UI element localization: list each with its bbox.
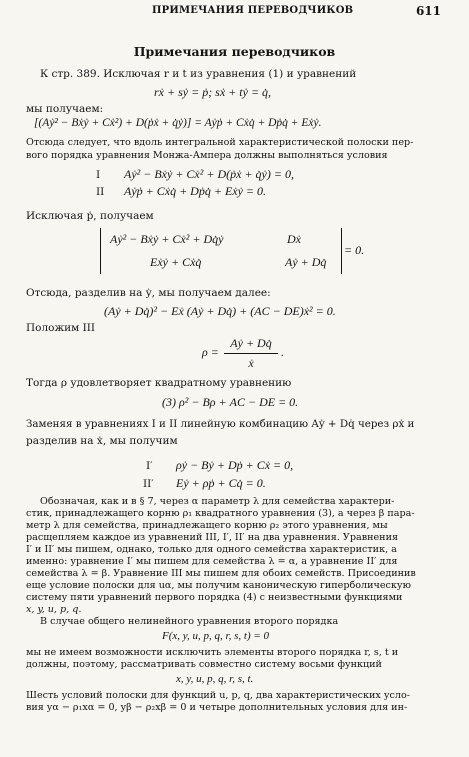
text-line: К стр. 389. Исключая r и t из уравнения (1) и уравнений: [40, 68, 357, 80]
paragraph-line: семейства λ = β. Уравнение III мы пишем для обоих семейств. Присоединив: [26, 568, 416, 579]
text-line: Заменяя в уравнениях I и II линейную комбинацию Aẏ + Dq̇ через ρẋ и: [26, 418, 415, 430]
equation-rs: rẋ + sẏ = ṗ; sẋ + tẏ = q̇,: [154, 85, 272, 99]
equation-label: I′: [146, 460, 153, 472]
determinant-right-bar: [341, 228, 342, 274]
equation-II-prime: Eẏ + ρṗ + Cq̇ = 0.: [176, 476, 266, 490]
determinant-cell: Dẋ: [287, 232, 301, 246]
rho-denominator: ẋ: [248, 356, 254, 370]
paragraph-line: I′ и II′ мы пишем, однако, только для одного семейства характеристик, а: [26, 544, 397, 555]
paragraph-line: расщепляем каждое из уравнений III, I′, II′ на два уравнения. Уравнения: [26, 532, 399, 543]
page-number: 611: [415, 4, 441, 18]
paragraph-line: стик, принадлежащего корню ρ₁ квадратного уравнения (3), а через β пара-: [26, 508, 415, 519]
determinant-cell: Eẋẏ + Cẋq̇: [150, 255, 202, 269]
page-header: [0, 4, 469, 20]
equation-II: Aẏṗ + Cẋq̇ + Dṗq̇ + Eẋẏ = 0.: [124, 184, 267, 198]
equation-combined: [(Aẏ² − Bẋẏ + Cẋ²) + D(ṗẋ + q̇ẏ)] = Aẏṗ + Cẋq̇ + Dṗq̇ + Eẋẏ.: [34, 117, 322, 129]
fraction-bar: [224, 353, 278, 354]
text-line: Отсюда следует, что вдоль интегральной характеристической полоски пер-: [26, 137, 414, 148]
paragraph-line: Шесть условий полоски для функций u, p, q, два характеристических усло-: [26, 690, 411, 701]
equation-general: F(x, y, u, p, q, r, s, t) = 0: [162, 630, 270, 642]
equation-I: Aẏ² − Bẋẏ + Cẋ² + D(ṗẋ + q̇ẏ) = 0,: [124, 167, 294, 181]
paragraph-line: систему пяти уравнений первого порядка (4) с неизвестными функциями: [26, 592, 403, 603]
text-line: вого порядка уравнения Монжа-Ампера должны выполняться условия: [26, 150, 388, 161]
rho-lhs: ρ =: [202, 345, 219, 359]
text-line: Исключая ṗ, получаем: [26, 210, 154, 222]
rho-end: .: [281, 345, 284, 359]
determinant-left-bar: [100, 228, 101, 274]
equation-3: (3) ρ² − Bρ + AC − DE = 0.: [162, 395, 299, 409]
paragraph-line: должны, поэтому, рассматривать совместно систему восьми функций: [26, 659, 382, 670]
determinant-rhs: = 0.: [344, 243, 365, 257]
running-title: ПРИМЕЧАНИЯ ПЕРЕВОДЧИКОВ: [152, 5, 354, 16]
paragraph-line: В случае общего нелинейного уравнения второго порядка: [40, 616, 339, 627]
rho-numerator: Aẏ + Dq̇: [230, 336, 272, 350]
equation-label: II′: [143, 478, 154, 490]
equation-label: II: [96, 186, 105, 198]
equation-I-prime: ρẏ − Bẏ + Dṗ + Cẋ = 0,: [176, 458, 294, 472]
paragraph-line: именно: уравнение I′ мы пишем для семейства λ = α, а уравнение II′ для: [26, 556, 398, 567]
paragraph-line: мы не имеем возможности исключить элементы второго порядка r, s, t и: [26, 647, 399, 658]
text-line: мы получаем:: [26, 103, 104, 115]
text-line: Тогда ρ удовлетворяет квадратному уравнению: [26, 377, 292, 389]
equation-quadratic: (Aẏ + Dq̇)² − Eẋ (Aẏ + Dq̇) + (AC − DE)ẋ² = 0.: [104, 304, 336, 318]
text-line: разделив на ẋ, мы получим: [26, 435, 178, 447]
paragraph-line: Обозначая, как и в § 7, через α параметр λ для семейства характери-: [40, 496, 395, 507]
section-title: Примечания переводчиков: [133, 44, 336, 59]
text-line: Отсюда, разделив на ẏ, мы получаем далее:: [26, 287, 271, 299]
equation-functions: x, y, u, p, q, r, s, t.: [176, 673, 254, 685]
paragraph-line: x, y, u, p, q.: [26, 604, 82, 615]
determinant-cell: Aẏ + Dq̇: [285, 255, 327, 269]
text-line: Положим III: [26, 322, 96, 334]
paragraph-line: метр λ для семейства, принадлежащего корню ρ₂ этого уравнения, мы: [26, 520, 388, 531]
determinant-cell: Aẏ² − Bẋẏ + Cẋ² + Dq̇ẏ: [110, 232, 224, 246]
equation-label: I: [96, 169, 101, 181]
paragraph-line: вия yα − ρ₁xα = 0, yβ − ρ₂xβ = 0 и четыре дополнительных условия для ин-: [26, 702, 408, 713]
paragraph-line: еще условие полоски для uα, мы получим каноническую гиперболическую: [26, 580, 411, 591]
